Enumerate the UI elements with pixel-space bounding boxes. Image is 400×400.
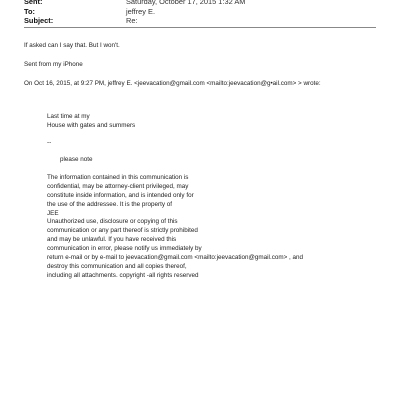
please-note-line: please note <box>60 156 93 163</box>
sent-label: Sent: <box>24 0 43 6</box>
disclaimer-line: and may be unlawful. If you have received this <box>47 236 177 243</box>
disclaimer-line: return e-mail or by e-mail to jeevacation@gmail.com <mailto:jeevacation@gmail.com> , and <box>47 254 304 261</box>
disclaimer-line: communication or any part thereof is strictly prohibited <box>47 227 198 234</box>
quoted-line: House with gates and summers <box>47 122 136 129</box>
disclaimer-line: The information contained in this communication is <box>47 174 189 181</box>
disclaimer-line: JEE <box>47 210 59 217</box>
sent-value: Saturday, October 17, 2015 1:32 AM <box>126 0 246 6</box>
to-label: To: <box>24 7 35 16</box>
quote-intro: On Oct 16, 2015, at 9:27 PM, jeffrey E. <jeevacation@gmail.com <mailto:jeevacation@g•ail.com> > wrote: <box>24 80 321 87</box>
disclaimer-line: confidential, may be attorney-client privileged, may <box>47 183 189 190</box>
disclaimer-line: including all attachments. copyright -all rights reserved <box>47 272 199 279</box>
disclaimer-line: constitute inside information, and is intended only for <box>47 192 194 199</box>
header-divider <box>24 27 376 28</box>
signature-separator: -- <box>47 139 52 146</box>
reply-line: If asked can I say that. But I won't. <box>24 42 120 49</box>
disclaimer-line: destroy this communication and all copies thereof, <box>47 263 187 270</box>
disclaimer-line: the use of the addressee. It is the property of <box>47 201 172 208</box>
signature-line: Sent from my iPhone <box>24 61 83 68</box>
to-value: jeffrey E. <box>126 7 156 16</box>
subject-value: Re: <box>126 16 138 25</box>
disclaimer-line: Unauthorized use, disclosure or copying of this <box>47 218 178 225</box>
subject-label: Subject: <box>24 16 54 25</box>
disclaimer-line: communication in error, please notify us immediately by <box>47 245 202 252</box>
quoted-line: Last time at my <box>47 113 90 120</box>
